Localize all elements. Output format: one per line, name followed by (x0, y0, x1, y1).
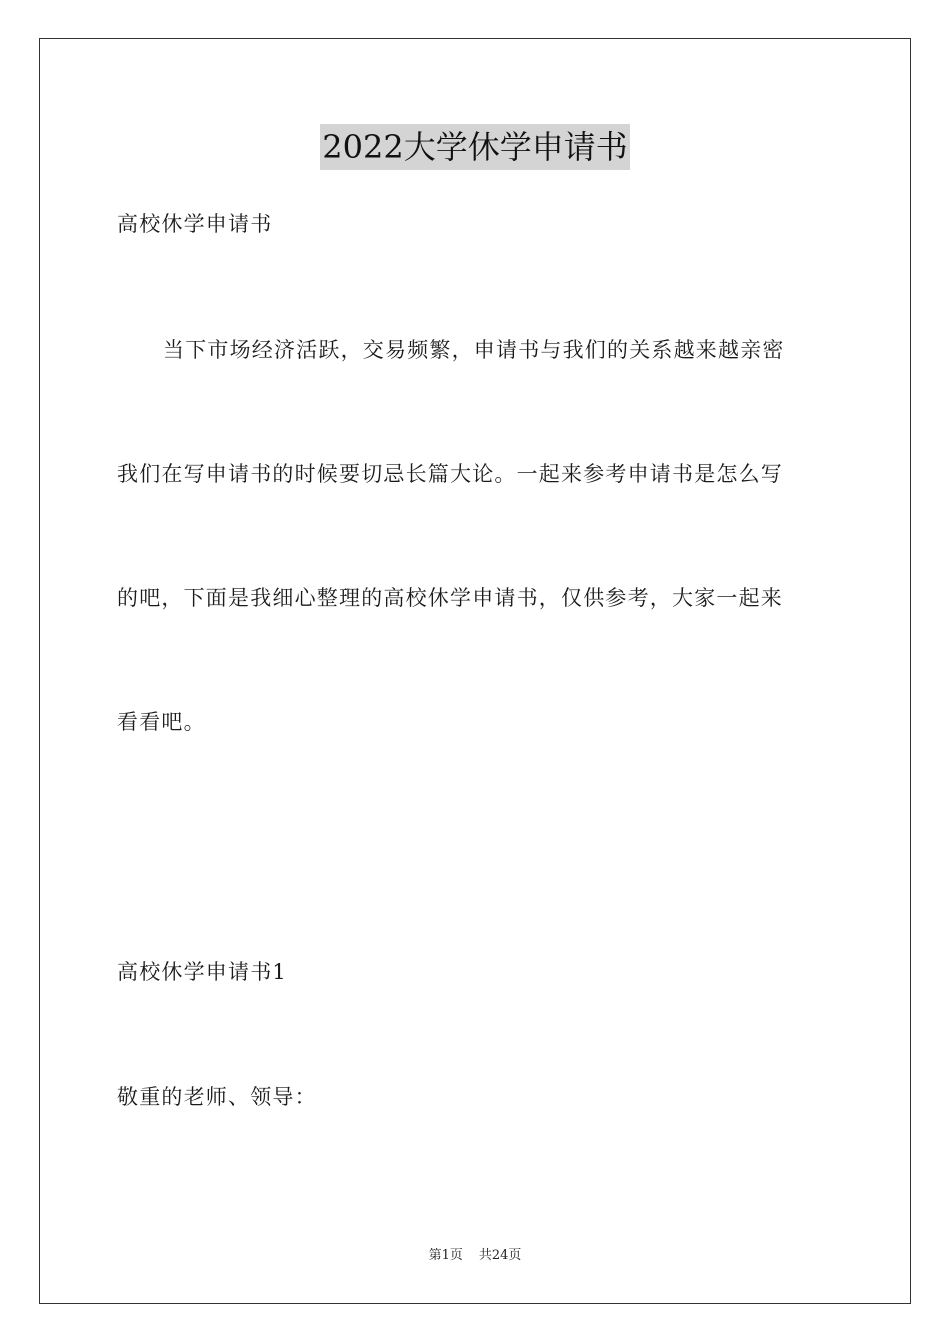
section-heading: 高校休学申请书1 (117, 960, 287, 984)
page-total: 共24页 (478, 1248, 522, 1263)
salutation: 敬重的老师、领导： (117, 1085, 317, 1109)
intro-line-2: 我们在写申请书的时候要切忌长篇大论。一起来参考申请书是怎么写 (117, 462, 783, 486)
page-footer (0, 1247, 950, 1265)
page-number: 第1页 (428, 1248, 463, 1263)
document-title: 2022大学休学申请书 (320, 124, 629, 170)
intro-line-3: 的吧，下面是我细心整理的高校休学申请书，仅供参考，大家一起来 (117, 586, 783, 610)
subtitle: 高校休学申请书 (117, 212, 273, 236)
title-container (0, 124, 950, 170)
intro-line-1: 当下市场经济活跃，交易频繁，申请书与我们的关系越来越亲密 (163, 338, 785, 362)
intro-line-4: 看看吧。 (117, 710, 206, 734)
